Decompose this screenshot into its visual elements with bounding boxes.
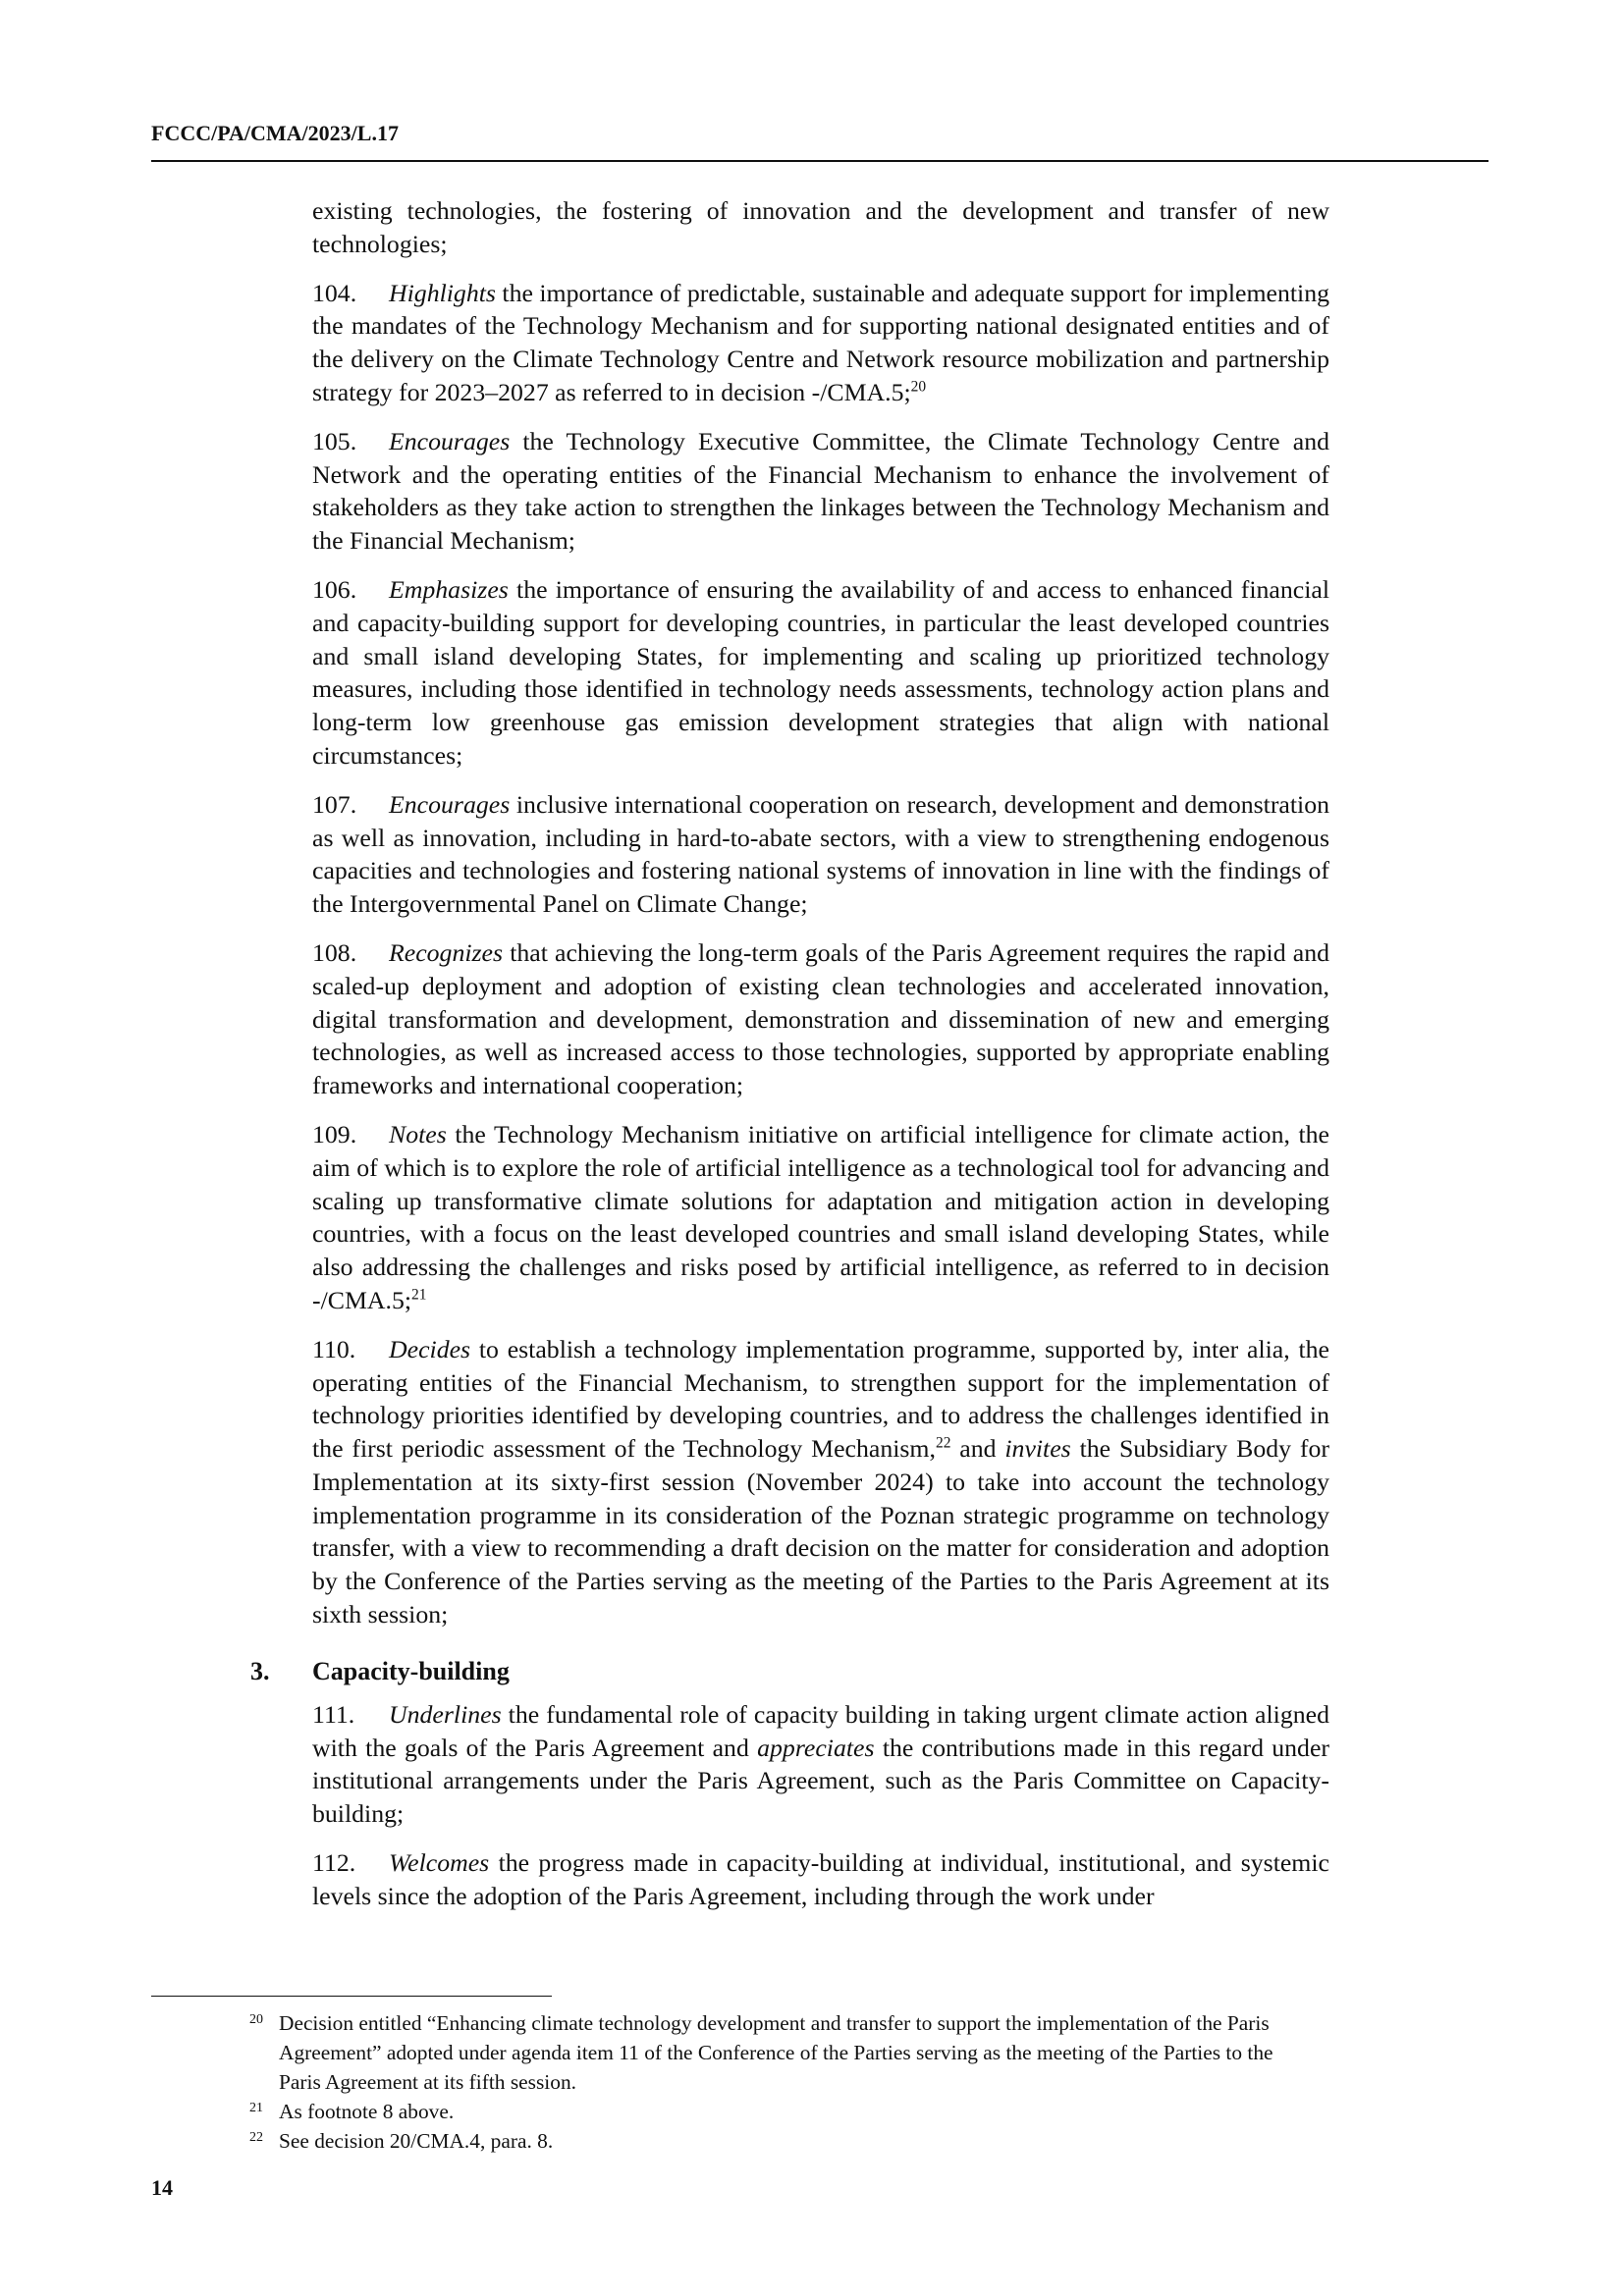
paragraph-text: that achieving the long-term goals of the Paris Agreement requires the rapid and scaled-up deployment and adoption of existing clean technologies and accelerated innovation, digital transformation and development, demonstration and dissemination of new and emerging technologies, as well as increased access to those technologies, supported by appropriate enabling frameworks and international cooperation; [312, 937, 1329, 1100]
footnote-text: As footnote 8 above. [279, 2100, 455, 2123]
operative-verb: Recognizes [389, 937, 504, 967]
paragraph-105 [312, 425, 1329, 558]
operative-verb: Highlights [389, 278, 496, 307]
paragraph-111 [312, 1698, 1329, 1831]
paragraph-text: the importance of predictable, sustainable and adequate support for implementing the mandates of the Technology Mechanism and for supporting national designated entities and of the delivery on the Climate Technology Centre and Network resource mobilization and partnership strategy for 2023–2027 as referred to in decision -/CMA.5; [312, 278, 1329, 406]
paragraph-number: 107. [312, 789, 357, 819]
document-symbol-header: FCCC/PA/CMA/2023/L.17 [151, 119, 1489, 162]
operative-verb: Underlines [389, 1699, 502, 1729]
paragraph-text: the fundamental role of capacity building in taking urgent climate action aligned with the goals of the Paris Agreement and [312, 1699, 1329, 1762]
section-heading [250, 1655, 1329, 1688]
footnote [249, 2126, 1320, 2156]
operative-verb: Welcomes [389, 1848, 490, 1878]
paragraph-number: 111. [312, 1699, 355, 1729]
footnote-number: 21 [249, 2101, 263, 2115]
paragraph-text: the Technology Mechanism initiative on artificial intelligence for climate action, the aim of which is to explore the role of artificial intelligence as a technological tool for advancing and scaling up transformative climate solutions for adaptation and mitigation action in developing countries, with a focus on the least developed countries and small island developing States, while also addressing the challenges and risks posed by artificial intelligence, as referred to in decision -/CMA.5; [312, 1119, 1329, 1314]
footnote-ref[interactable]: 22 [935, 1434, 951, 1452]
paragraph-number: 104. [312, 278, 357, 307]
paragraph-text: to establish a technology implementation programme, supported by, inter alia, the operating entities of the Financial Mechanism, to strengthen support for the implementation of technology priorities identified by developing countries, and to address the challenges identified in the first periodic assessment of the Technology Mechanism, [312, 1334, 1329, 1464]
operative-verb: appreciates [757, 1733, 875, 1762]
paragraph-text: the Technology Executive Committee, the Climate Technology Centre and Network and the operating entities of the Financial Mechanism to enhance the involvement of stakeholders as they take action to strengthen the linkages between the Technology Mechanism and the Financial Mechanism; [312, 426, 1329, 556]
footnote-ref[interactable]: 20 [910, 378, 927, 396]
footnote [249, 2008, 1320, 2097]
operative-verb: Decides [389, 1334, 471, 1363]
paragraph-text: existing technologies, the fostering of innovation and the development and transfer of new technologies; [312, 196, 1329, 258]
paragraph-text: the progress made in capacity-building at individual, institutional, and systemic levels since the adoption of the Paris Agreement, including through the work under [312, 1848, 1329, 1910]
footnotes [249, 2008, 1320, 2156]
paragraph-text: the importance of ensuring the availability of and access to enhanced financial and capacity-building support for developing countries, in particular the least developed countries and small island developing States, for implementing and scaling up prioritized technology measures, including those identified in technology needs assessments, technology action plans and long-term low greenhouse gas emission development strategies that align with national circumstances; [312, 574, 1329, 770]
paragraph-110 [312, 1333, 1329, 1631]
paragraph-number: 109. [312, 1119, 357, 1148]
operative-verb: Encourages [389, 789, 511, 819]
document-body [250, 194, 1329, 1929]
paragraph-number: 105. [312, 426, 357, 455]
paragraph-continuation [312, 194, 1329, 261]
page-number: 14 [151, 2175, 173, 2200]
operative-verb: Encourages [389, 426, 511, 455]
paragraph-number: 106. [312, 574, 357, 604]
footnote-separator [151, 1996, 552, 1997]
paragraph-109 [312, 1118, 1329, 1317]
section-title: Capacity-building [312, 1656, 510, 1685]
paragraph-number: 108. [312, 937, 357, 967]
paragraph-text: inclusive international cooperation on research, development and demonstration as well as innovation, including in hard-to-abate sectors, with a view to strengthening endogenous capacities and technologies and fostering national systems of innovation in line with the findings of the Intergovernmental Panel on Climate Change; [312, 789, 1329, 919]
operative-verb: Notes [389, 1119, 447, 1148]
footnote-text: See decision 20/CMA.4, para. 8. [279, 2129, 554, 2153]
footnote-text: Decision entitled “Enhancing climate technology development and transfer to support the implementation of the Paris Agreement” adopted under agenda item 11 of the Conference of the Parties serving as the meeting of the Parties to the Paris Agreement at its fifth session. [279, 2011, 1273, 2094]
paragraph-text: the contributions made in this regard under institutional arrangements under the Paris Agreement, such as the Paris Committee on Capacity-building; [312, 1733, 1329, 1829]
section-number: 3. [250, 1656, 270, 1685]
paragraph-108 [312, 936, 1329, 1102]
paragraph-text: the Subsidiary Body for Implementation at its sixty-first session (November 2024) to take into account the technology implementation programme in its consideration of the Poznan strategic programme on technology transfer, with a view to recommending a draft decision on the matter for consideration and adoption by the Conference of the Parties serving as the meeting of the Parties to the Paris Agreement at its sixth session; [312, 1434, 1329, 1629]
operative-verb: Emphasizes [389, 574, 509, 604]
footnote [249, 2097, 1320, 2126]
paragraph-107 [312, 788, 1329, 921]
footnote-number: 20 [249, 2012, 263, 2027]
paragraph-text: and [950, 1434, 1005, 1464]
paragraph-104 [312, 277, 1329, 409]
footnote-ref[interactable]: 21 [411, 1286, 427, 1304]
paragraph-106 [312, 573, 1329, 773]
operative-verb: invites [1004, 1434, 1071, 1464]
paragraph-number: 110. [312, 1334, 356, 1363]
footnote-number: 22 [249, 2130, 263, 2145]
paragraph-number: 112. [312, 1848, 356, 1878]
paragraph-112 [312, 1846, 1329, 1913]
